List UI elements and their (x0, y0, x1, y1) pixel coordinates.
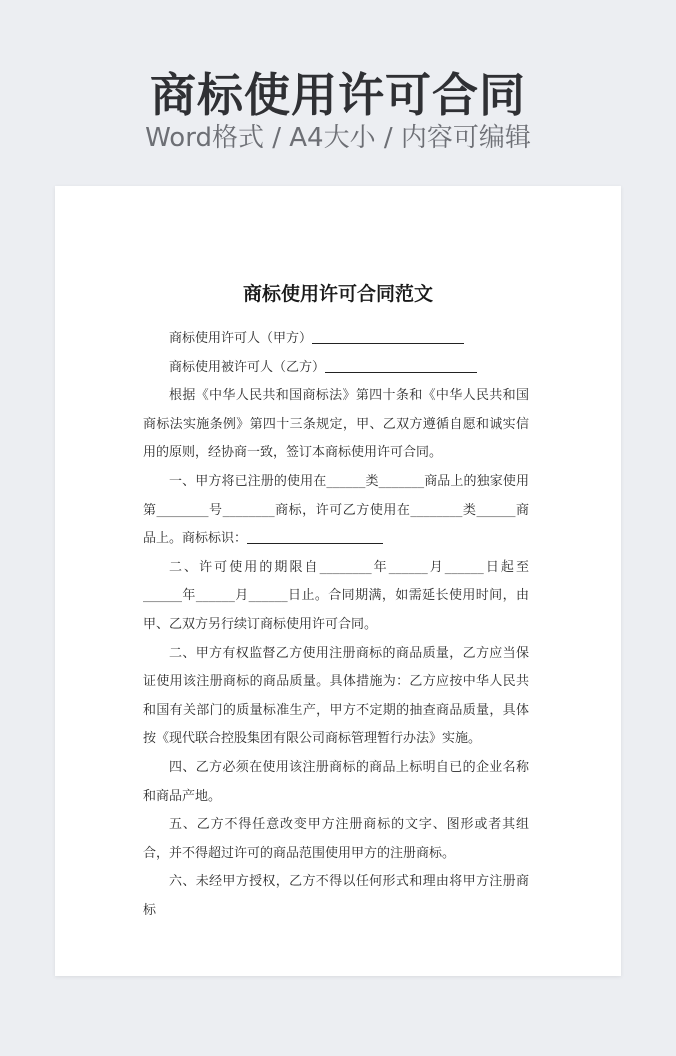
banner-title: 商标使用许可合同 (150, 68, 526, 122)
licensor-blank (312, 330, 464, 344)
clause-3-paragraph: 二、甲方有权监督乙方使用注册商标的商品质量，乙方应当保证使用该注册商标的商品质量。具体措施为：乙方应按中华人民共和国有关部门的质量标准生产，甲方不定期的抽查商品质量，具体按《现代联合控股集团有限公司商标管理暂行办法》实施。 (143, 645, 529, 747)
intro-paragraph: 根据《中华人民共和国商标法》第四十条和《中华人民共和国商标法实施条例》第四十三条规定，甲、乙双方遵循自愿和诚实信用的原则，经协商一致，签订本商标使用许可合同。 (143, 388, 529, 461)
clause-6-paragraph: 六、未经甲方授权，乙方不得以任何形式和理由将甲方注册商标 (143, 874, 529, 918)
licensee-blank (325, 359, 477, 373)
clause-1-mark-label: 商标标识： (182, 531, 248, 547)
clause-4-paragraph: 四、乙方必须在使用该注册商标的商品上标明自已的企业名称和商品产地。 (143, 759, 529, 804)
clause-1-text: 一、甲方将已注册的使用在______类_______商品上的独家使用第________号________商标，许可乙方使用在________类______商品上。 (143, 473, 529, 547)
banner-subtitle: Word格式 / A4大小 / 内容可编辑 (145, 123, 531, 153)
clause-2-paragraph: 二、许可使用的期限自________年______月______日起至______年______月______日止。合同期满，如需延长使用时间，由甲、乙双方另行续订商标使用许可合同。 (143, 559, 529, 632)
mark-blank (247, 530, 383, 544)
clause-5-paragraph: 五、乙方不得任意改变甲方注册商标的文字、图形或者其组合，并不得超过许可的商品范围使用甲方的注册商标。 (143, 817, 529, 861)
clause-1-paragraph (143, 468, 529, 554)
document-title: 商标使用许可合同范文 (242, 283, 433, 305)
document-page (55, 186, 621, 976)
licensee-line (143, 354, 529, 383)
licensor-label: 商标使用许可人（甲方） (169, 331, 313, 346)
licensor-line (143, 325, 529, 354)
licensee-label: 商标使用被许可人（乙方） (169, 359, 326, 375)
document-body (143, 325, 529, 925)
